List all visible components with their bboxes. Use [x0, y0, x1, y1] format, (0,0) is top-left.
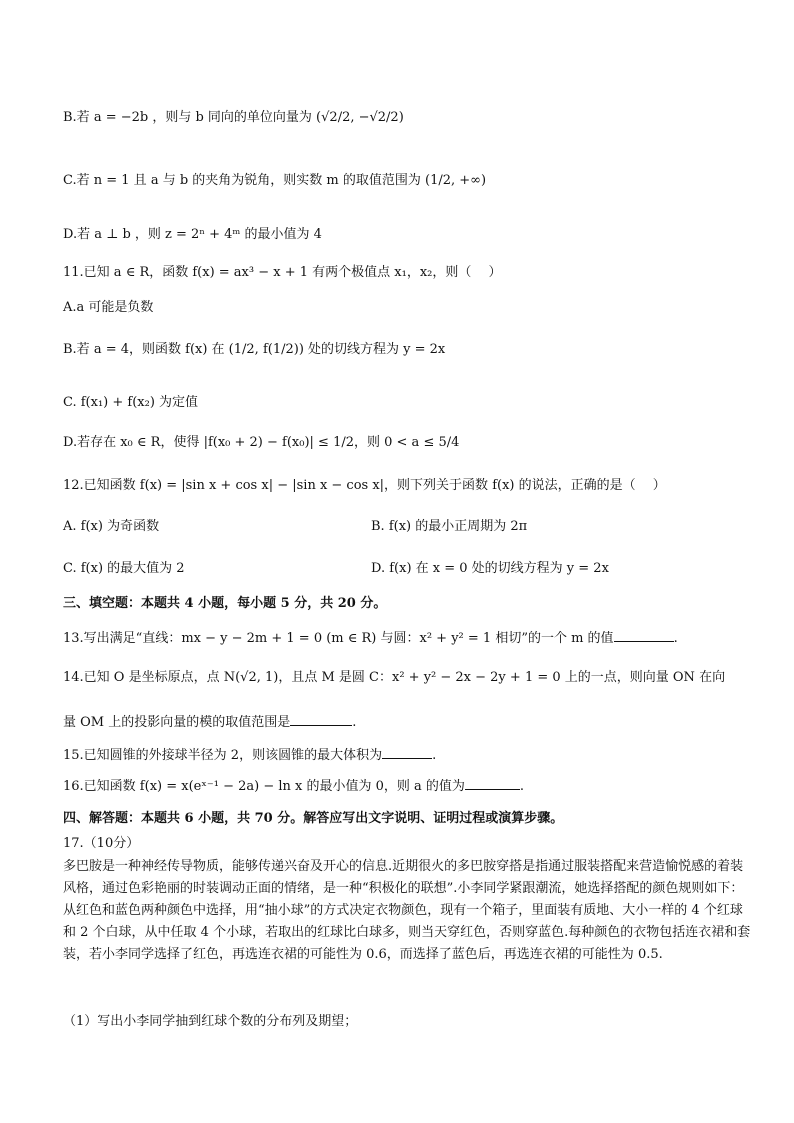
question-12-option-d: D. f(x) 在 x = 0 处的切线方程为 y = 2x [371, 561, 609, 576]
answer-blank[interactable] [382, 744, 432, 759]
answer-blank[interactable] [465, 775, 520, 790]
question-12-option-b: B. f(x) 的最小正周期为 2π [371, 519, 528, 534]
answer-blank[interactable] [290, 711, 352, 726]
question-16: 16.已知函数 f(x) = x(eˣ⁻¹ − 2a) − ln x 的最小值为 0，则 a 的值为 . [63, 775, 754, 797]
option-d-vectors: D.若 a ⊥ b ，则 z = 2ⁿ + 4ᵐ 的最小值为 4 [63, 227, 322, 242]
answer-blank[interactable] [614, 627, 674, 642]
question-11-option-b: B.若 a = 4，则函数 f(x) 在 (1/2, f(1/2)) 处的切线方程为 y = 2x [63, 342, 446, 357]
question-12-stem: 12.已知函数 f(x) = |sin x + cos x| − |sin x − cos x|，则下列关于函数 f(x) 的说法，正确的是（ ） [63, 478, 666, 493]
question-13: 13.写出满足“直线：mx − y − 2m + 1 = 0 (m ∈ R) 与圆：x² + y² = 1 相切”的一个 m 的值 . [63, 627, 754, 649]
option-b-vectors: B.若 a = −2b ，则与 b 同向的单位向量为 (√2/2, −√2/2) [63, 110, 404, 125]
question-17-paragraph: 多巴胺是一种神经传导物质，能够传递兴奋及开心的信息.近期很火的多巴胺穿搭是指通过服装搭配来营造愉悦感的着装风格，通过色彩艳丽的时装调动正面的情绪，是一种“积极化的联想”.小李同学紧跟潮流，她选择搭配的颜色规则如下：从红色和蓝色两种颜色中选择，用“抽小球”的方式决定衣物颜色，现有一个箱子，里面装有质地、大小一样的 4 个红球和 2 个白球，从中任取 4 个小球，若取出的红球比白球多，则当天穿红色，否则穿蓝色.每种颜色的衣物包括连衣裙和套装，若小李同学选择了红色，再选连衣裙的可能性为 0.6，而选择了蓝色后，再选连衣裙的可能性为 0.5. [63, 859, 751, 962]
question-14-line-2: 量 OM 上的投影向量的模的取值范围是 . [63, 711, 754, 733]
question-17-part-1: （1）写出小李同学抽到红球个数的分布列及期望； [63, 1014, 358, 1029]
question-13-text: 13.写出满足“直线：mx − y − 2m + 1 = 0 (m ∈ R) 与圆：x² + y² = 1 相切”的一个 m 的值 [63, 631, 614, 646]
question-11-option-a: A.a 可能是负数 [63, 300, 154, 315]
question-11-stem: 11.已知 a ∈ R，函数 f(x) = ax³ − x + 1 有两个极值点 x₁，x₂，则（ ） [63, 265, 502, 280]
question-11-option-c: C. f(x₁) + f(x₂) 为定值 [63, 395, 199, 410]
question-14-text: 量 OM 上的投影向量的模的取值范围是 [63, 715, 291, 730]
question-14-line-1: 14.已知 O 是坐标原点，点 N(√2, 1)，且点 M 是圆 C：x² + y² − 2x − 2y + 1 = 0 上的一点，则向量 ON 在向 [63, 670, 726, 685]
section-3-heading: 三、填空题：本题共 4 小题，每小题 5 分，共 20 分。 [63, 596, 387, 611]
question-15-text: 15.已知圆锥的外接球半径为 2，则该圆锥的最大体积为 [63, 748, 383, 763]
question-15: 15.已知圆锥的外接球半径为 2，则该圆锥的最大体积为 . [63, 744, 754, 766]
option-c-vectors: C.若 n = 1 且 a 与 b 的夹角为锐角，则实数 m 的取值范围为 (1/2, +∞) [63, 173, 487, 188]
section-4-heading: 四、解答题：本题共 6 小题，共 70 分。解答应写出文字说明、证明过程或演算步骤。 [63, 811, 564, 826]
question-16-text: 16.已知函数 f(x) = x(eˣ⁻¹ − 2a) − ln x 的最小值为 0，则 a 的值为 [63, 779, 465, 794]
question-12-option-c: C. f(x) 的最大值为 2 [63, 561, 185, 576]
question-12-option-a: A. f(x) 为奇函数 [63, 519, 160, 534]
question-17-heading: 17.（10分） [63, 836, 140, 851]
question-11-option-d: D.若存在 x₀ ∈ R，使得 |f(x₀ + 2) − f(x₀)| ≤ 1/2，则 0 < a ≤ 5/4 [63, 435, 460, 450]
